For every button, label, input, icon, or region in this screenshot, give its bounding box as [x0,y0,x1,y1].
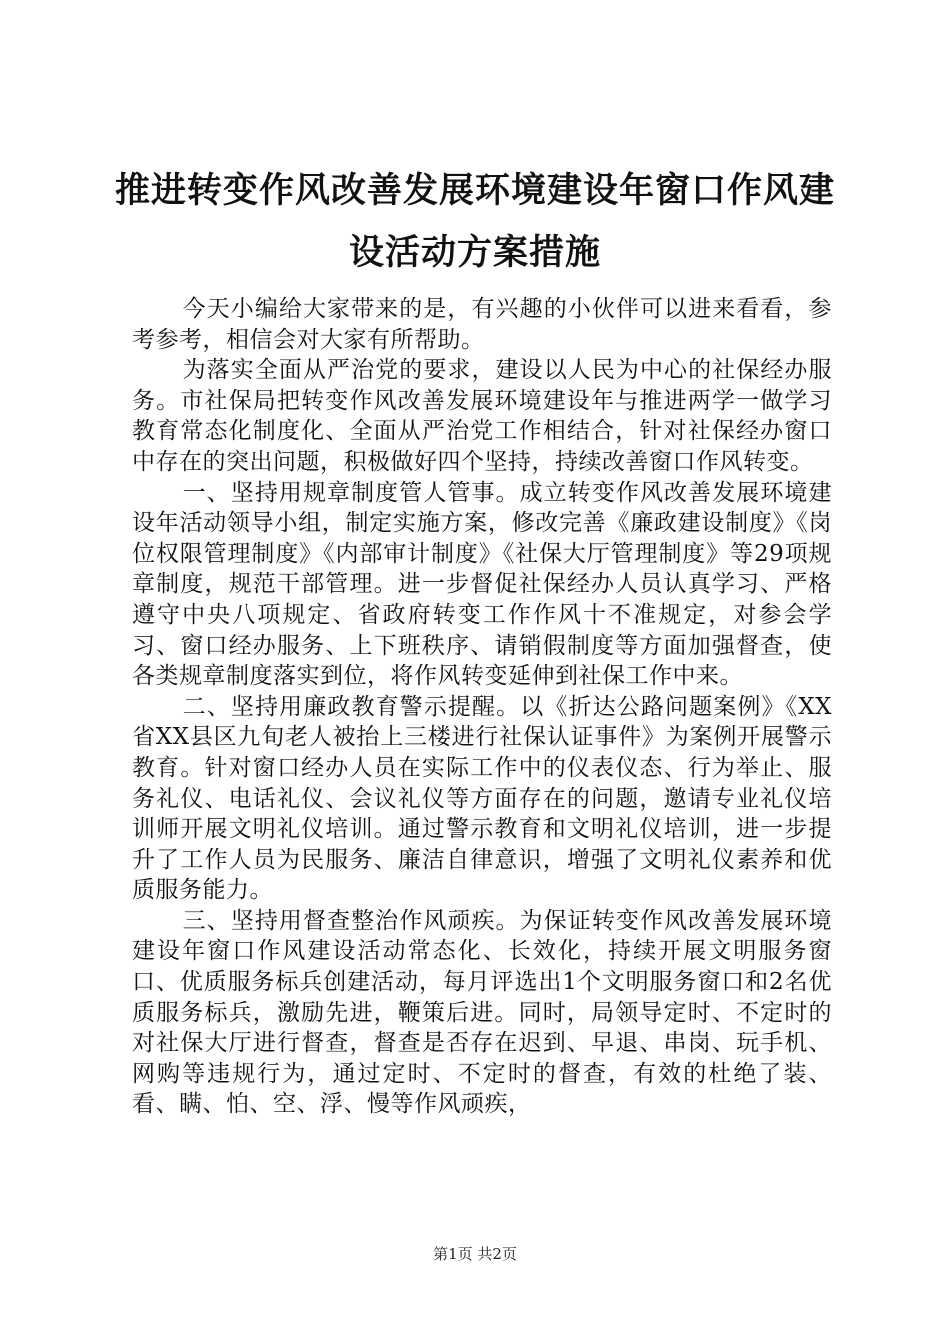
page-footer: 第1页 共2页 [433,1245,517,1263]
paragraph-section-three: 三、坚持用督查整治作风顽疾。为保证转变作风改善发展环境建设年窗口作风建设活动常态化、长效化，持续开展文明服务窗口、优质服务标兵创建活动，每月评选出1个文明服务窗口和2名优质服务标兵，激励先进，鞭策后进。同时，局领导定时、不定时的对社保大厅进行督查，督查是否存在迟到、早退、串岗、玩手机、网购等违规行为，通过定时、不定时的督查，有效的杜绝了装、看、瞒、怕、空、浮、慢等作风顽疾， [132,907,832,1118]
document-title: 推进转变作风改善发展环境建设年窗口作风建设活动方案措施 [114,170,835,273]
document-body [132,294,832,1120]
paragraph-section-one: 一、坚持用规章制度管人管事。成立转变作风改善发展环境建设年活动领导小组，制定实施方案，修改完善《廉政建设制度》《岗位权限管理制度》《内部审计制度》《社保大厅管理制度》等29项规章制度，规范干部管理。进一步督促社保经办人员认真学习、严格遵守中央八项规定、省政府转变工作作风十不准规定，对参会学习、窗口经办服务、上下班秩序、请销假制度等方面加强督查，使各类规章制度落实到位，将作风转变延伸到社保工作中来。 [132,479,832,690]
paragraph-intro: 今天小编给大家带来的是，有兴趣的小伙伴可以进来看看，参考参考，相信会对大家有所帮助。 [132,296,832,353]
paragraph-section-two: 二、坚持用廉政教育警示提醒。以《折达公路问题案例》《XX省XX县区九旬老人被抬上三楼进行社保认证事件》为案例开展警示教育。针对窗口经办人员在实际工作中的仪表仪态、行为举止、服务礼仪、电话礼仪、会议礼仪等方面存在的问题，邀请专业礼仪培训师开展文明礼仪培训。通过警示教育和文明礼仪培训，进一步提升了工作人员为民服务、廉洁自律意识，增强了文明礼仪素养和优质服务能力。 [132,693,832,904]
paragraph-overview: 为落实全面从严治党的要求，建设以人民为中心的社保经办服务。市社保局把转变作风改善发展环境建设年与推进两学一做学习教育常态化制度化、全面从严治党工作相结合，针对社保经办窗口中存在的突出问题，积极做好四个坚持，持续改善窗口作风转变。 [132,357,832,475]
